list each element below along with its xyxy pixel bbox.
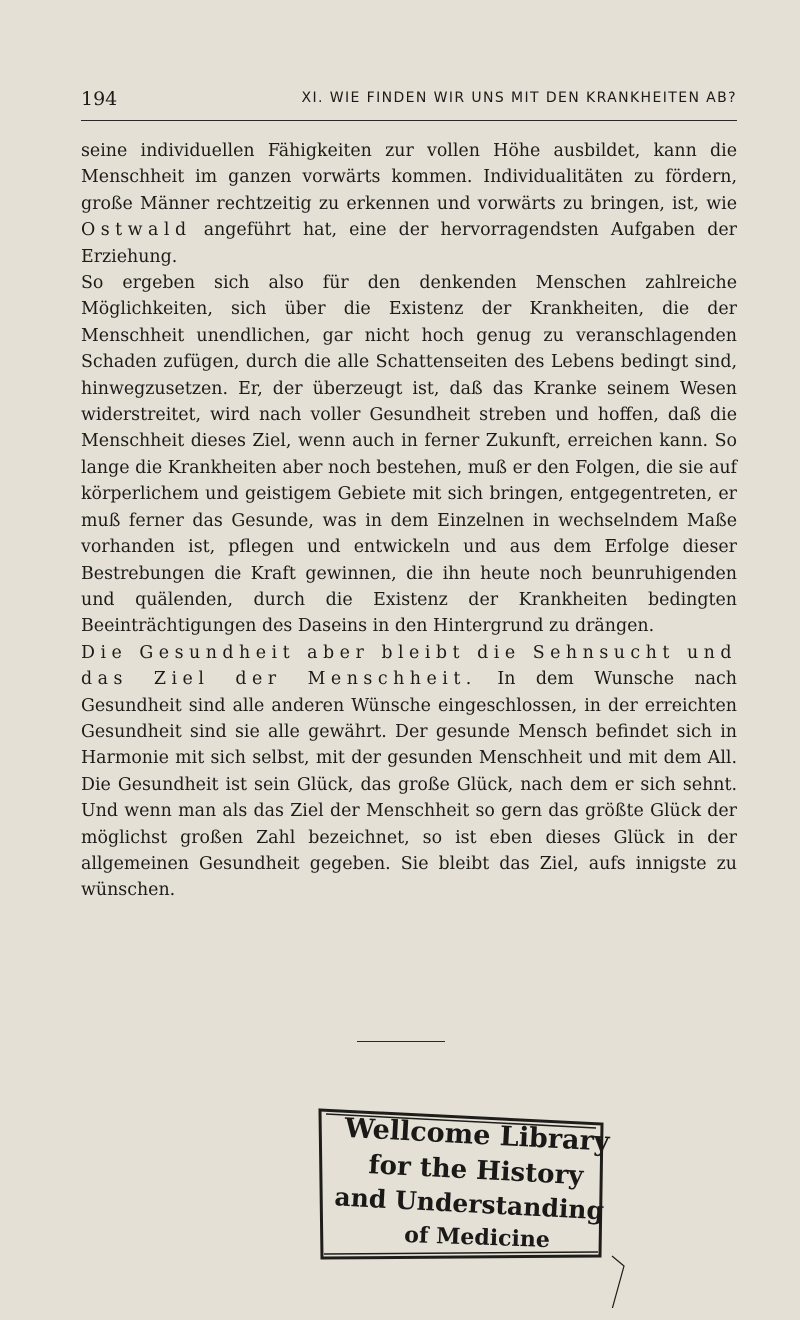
paragraph-1-start: seine individuellen Fähigkeiten zur vollen Höhe ausbildet, kann die Menschheit im ganzen vorwärts kommen. Individualitäten zu fördern, große Männer rechtzeitig zu erkennen und vorwärts zu bringen, ist, wie	[81, 141, 737, 214]
paragraph-2: So ergeben sich also für den denkenden Menschen zahlreiche Möglichkeiten, sich über die Existenz der Krankheiten, die der Menschheit unendlichen, gar nicht hoch genug zu veranschlagenden Schaden zufügen, durch die alle Schattenseiten des Lebens bedingt sind, hinwegzusetzen. Er, der überzeugt ist, daß das Kranke seinem Wesen widerstreitet, wird nach voller Gesundheit streben und hoffen, daß die Menschheit dieses Ziel, wenn auch in ferner Zukunft, erreichen kann. So lange die Krankheiten aber noch bestehen, muß er den Folgen, die sie auf körperlichem und geistigem Gebiete mit sich bringen, entgegentreten, er muß ferner das Gesunde, was in dem Einzelnen in wechselndem Maße vorhanden ist, pflegen und entwickeln und aus dem Erfolge dieser Bestrebungen die Kraft gewinnen, die ihn heute noch beunruhigenden und quälenden, durch die Existenz der Krankheiten bedingten Beeinträchtigungen des Daseins in den Hintergrund zu drängen.	[81, 273, 737, 637]
end-rule	[357, 1041, 445, 1042]
stamp-line-4: of Medicine	[403, 1221, 551, 1254]
paragraph-1-end: angeführt hat, eine der hervorragendsten Aufgaben der Erziehung.	[81, 220, 737, 267]
running-head: XI. WIE FINDEN WIR UNS MIT DEN KRANKHEITEN AB?	[301, 90, 737, 106]
paragraph-1	[81, 138, 737, 270]
stamp-line-3: and Understanding	[333, 1182, 605, 1226]
author-name-ostwald: Ostwald	[81, 220, 192, 241]
body-text	[81, 138, 737, 904]
library-stamp	[312, 1088, 642, 1308]
page-header	[81, 84, 737, 121]
page-number: 194	[81, 88, 118, 110]
stamp-line-1: Wellcome Library	[343, 1112, 611, 1158]
emphasized-sentence: Die Gesundheit aber bleibt die Sehnsucht und das Ziel der Menschheit.	[81, 642, 737, 690]
paragraph-3	[81, 640, 737, 904]
paragraph-3-rest: In dem Wunsche nach Gesundheit sind alle anderen Wünsche eingeschlossen, in der erreichten Gesundheit sind sie alle gewährt. Der gesunde Mensch befindet sich in Harmonie mit sich selbst, mit der gesunden Menschheit und mit dem All. Die Gesundheit ist sein Glück, das große Glück, nach dem er sich sehnt. Und wenn man als das Ziel der Menschheit so gern das größte Glück der möglichst großen Zahl bezeichnet, so ist eben dieses Glück in der allgemeinen Gesundheit gegeben. Sie bleibt das Ziel, aufs innigste zu wünschen.	[81, 669, 737, 901]
stamp-line-2: for the History	[367, 1150, 585, 1192]
library-stamp-graphic	[312, 1088, 642, 1308]
